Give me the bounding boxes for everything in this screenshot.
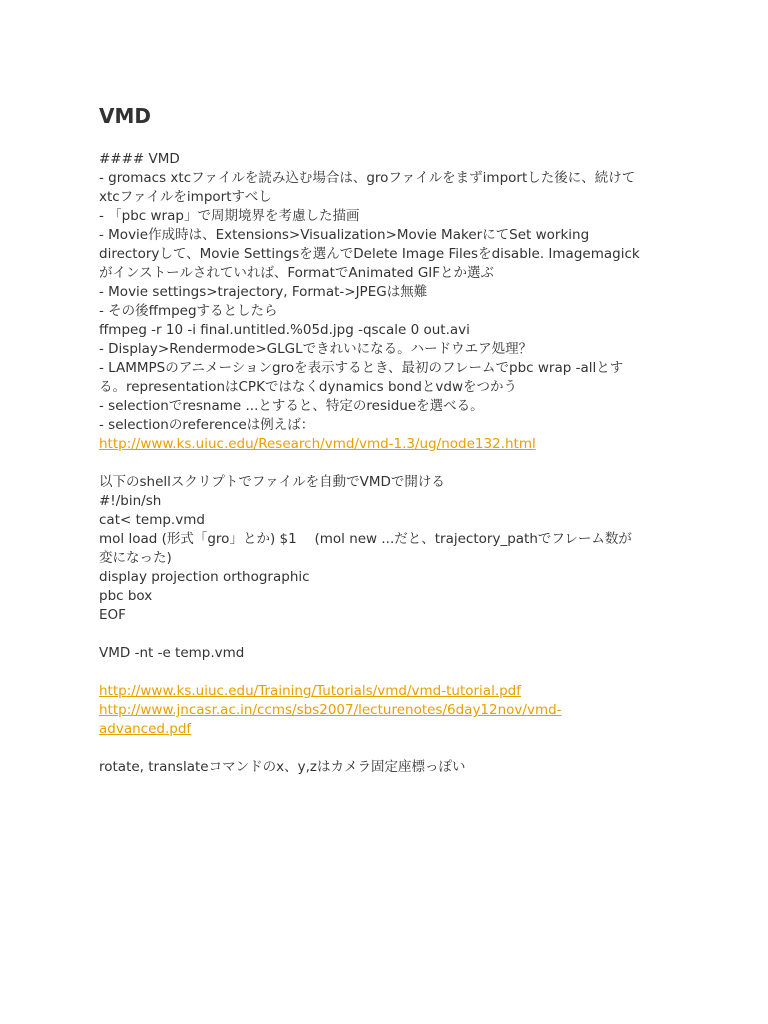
text-line: pbc box [99, 588, 153, 604]
document-page [99, 104, 674, 777]
text-line: ffmpeg -r 10 -i final.untitled.%05d.jpg -qscale 0 out.avi [99, 322, 470, 338]
hyperlink[interactable]: http://www.ks.uiuc.edu/Training/Tutorials/vmd/vmd-tutorial.pdf [99, 683, 522, 699]
link-line [99, 701, 674, 720]
text-line: - selectionでresname ...とすると、特定のresidueを選べる。 [99, 398, 484, 414]
hyperlink[interactable]: http://www.jncasr.ac.in/ccms/sbs2007/lecturenotes/6day12nov/vmd- [99, 702, 562, 718]
hyperlink[interactable]: advanced.pdf [99, 721, 192, 737]
text-line: mol load (形式「gro」とか) $1 (mol new ...だと、trajectory_pathでフレーム数が [99, 531, 632, 547]
text-line: - Movie作成時は、Extensions>Visualization>Movie MakerにてSet working [99, 227, 590, 243]
link-line [99, 720, 674, 739]
link-line [99, 682, 674, 701]
page-title: VMD [99, 104, 151, 128]
text-line: - その後ffmpegするとしたら [99, 303, 278, 319]
text-line: 変になった) [99, 550, 172, 566]
blank-line [99, 739, 674, 758]
text-line: VMD -nt -e temp.vmd [99, 645, 245, 661]
text-line: xtcファイルをimportすべし [99, 189, 272, 205]
text-line: - gromacs xtcファイルを読み込む場合は、groファイルをまずimportした後に、続けて [99, 170, 636, 186]
text-line: - 「pbc wrap」で周期境界を考慮した描画 [99, 208, 360, 224]
text-line: 以下のshellスクリプトでファイルを自動でVMDで開ける [99, 474, 445, 490]
link-line [99, 435, 674, 454]
document-body [99, 150, 674, 777]
blank-line [99, 454, 674, 473]
blank-line [99, 663, 674, 682]
text-line: display projection orthographic [99, 569, 310, 585]
text-line: cat< temp.vmd [99, 512, 205, 528]
blank-line [99, 625, 674, 644]
text-line: - Movie settings>trajectory, Format->JPEGは無難 [99, 284, 428, 300]
text-line: る。representationはCPKではなくdynamics bondとvdwをつかう [99, 379, 518, 395]
text-line: - selectionのreferenceは例えば： [99, 417, 315, 433]
text-line: EOF [99, 607, 126, 623]
text-line: がインストールされていれば、FormatでAnimated GIFとか選ぶ [99, 265, 495, 281]
hyperlink[interactable]: http://www.ks.uiuc.edu/Research/vmd/vmd-1.3/ug/node132.html [99, 436, 536, 452]
text-line: #### VMD [99, 151, 180, 167]
text-line: directoryして、Movie Settingsを選んでDelete Image Filesをdisable. Imagemagick [99, 246, 640, 262]
text-line: - LAMMPSのアニメーションgroを表示するとき、最初のフレームでpbc wrap -allとす [99, 360, 624, 376]
text-line: - Display>Rendermode>GLGLできれいになる。ハードウエア処理？ [99, 341, 533, 357]
text-line: #!/bin/sh [99, 493, 162, 509]
text-line: rotate, translateコマンドのx、y,zはカメラ固定座標っぽい [99, 759, 466, 775]
